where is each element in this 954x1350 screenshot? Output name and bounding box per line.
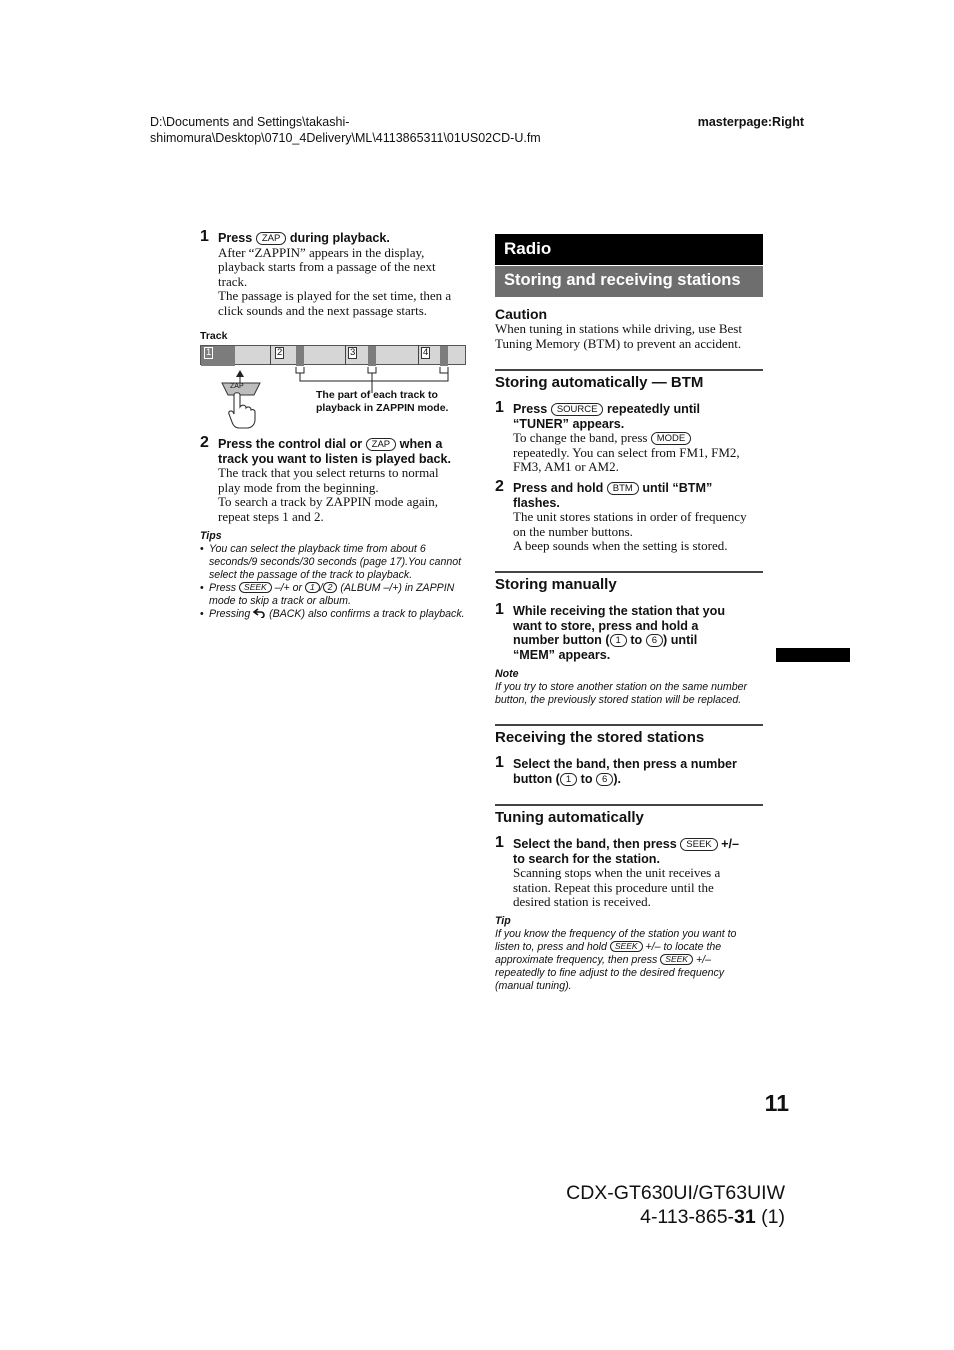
step-title-text: to search for the station. xyxy=(513,851,660,866)
step-title-text xyxy=(513,772,767,787)
section-rule xyxy=(495,369,763,371)
zap-key: ZAP xyxy=(366,438,396,451)
track-divider xyxy=(270,345,271,365)
body-line: Scanning stops when the unit receives a xyxy=(513,865,721,880)
section-rule xyxy=(495,804,763,806)
tip-item xyxy=(200,582,466,608)
step-title-text: when a xyxy=(399,437,443,451)
number-1-key: 1 xyxy=(305,582,320,593)
source-key: SOURCE xyxy=(551,403,604,416)
masterpage-label: masterpage:Right xyxy=(697,115,804,129)
title-fragment: ) until xyxy=(663,633,698,647)
track-number: 1 xyxy=(206,347,212,358)
tip-text: / xyxy=(319,582,323,594)
caption-line: The part of each track to xyxy=(316,389,438,401)
step-title xyxy=(495,757,767,786)
model-name: CDX-GT630UI/GT63UIW xyxy=(566,1182,785,1204)
manual-step-1 xyxy=(495,601,767,662)
tip-item xyxy=(200,608,466,621)
tips-list xyxy=(200,543,466,621)
diagram-caption xyxy=(316,389,448,414)
step-body xyxy=(513,510,767,554)
part-number xyxy=(566,1205,785,1229)
step-title-text: want to store, press and hold a xyxy=(513,618,699,633)
step-title xyxy=(513,837,767,866)
step-number: 2 xyxy=(200,434,209,451)
side-index-tab xyxy=(776,648,850,662)
title-fragment: ). xyxy=(613,771,622,786)
file-path-line2: shimomura\Desktop\0710_4Delivery\ML\4113865311\01US02CD-U.fm xyxy=(150,131,541,145)
step-title-text: track you want to listen is played back. xyxy=(218,451,452,466)
title-fragment: number button ( xyxy=(513,633,610,647)
manual-heading: Storing manually xyxy=(495,576,617,593)
body-line: When tuning in stations while driving, use Best xyxy=(495,321,742,336)
body-line: playback starts from a passage of the next xyxy=(218,259,436,275)
title-fragment: button ( xyxy=(513,771,560,786)
caption-line: playback in ZAPPIN mode. xyxy=(316,401,449,414)
number-2-key: 2 xyxy=(323,582,338,593)
tuning-step-1 xyxy=(495,834,767,910)
body-line: track. xyxy=(218,273,248,289)
body-line: on the number buttons. xyxy=(513,523,633,539)
title-fragment: to xyxy=(630,633,643,647)
tip-text: Press xyxy=(209,582,237,594)
zappin-diagram xyxy=(200,330,466,430)
tip-text: If you know the frequency of the station you want to listen to, press and hold xyxy=(495,928,737,953)
zap-segment xyxy=(296,346,304,366)
body-line: desired station is received. xyxy=(513,894,651,910)
body-line: To search a track by ZAPPIN mode again, xyxy=(218,494,439,510)
mode-key: MODE xyxy=(651,432,692,445)
section-title: Radio xyxy=(504,239,552,258)
body-line: After “ZAPPIN” appears in the display, xyxy=(218,244,425,260)
body-line: Tuning Memory (BTM) to prevent an accident. xyxy=(495,335,742,351)
seek-key: SEEK xyxy=(610,941,643,952)
tip-text: Pressing xyxy=(209,608,251,620)
step-title-text: Press xyxy=(218,231,253,245)
seek-key: SEEK xyxy=(680,838,717,851)
step-title-text: Select the band, then press a number xyxy=(513,757,737,771)
tip-text: +/– repeatedly to fine adjust to the desired frequency (manual tuning). xyxy=(495,954,725,992)
title-fragment: to xyxy=(580,771,593,786)
step-title-text: Press the control dial or xyxy=(218,437,363,451)
seek-key: SEEK xyxy=(239,582,272,593)
seek-key: SEEK xyxy=(660,954,693,965)
body-text: To change the band, press xyxy=(513,430,648,445)
btm-step-2 xyxy=(495,478,767,554)
body-line: click sounds and the next passage starts. xyxy=(218,302,428,318)
tips-block xyxy=(200,530,466,621)
left-step-2 xyxy=(200,434,472,524)
tip-text: –/+ or xyxy=(274,582,303,594)
caution-block xyxy=(495,306,765,351)
body-line xyxy=(513,431,767,446)
step-title-text: until “BTM” xyxy=(642,481,713,495)
zap-button-label: ZAP xyxy=(230,383,244,390)
step-title-text: Select the band, then press xyxy=(513,837,677,851)
step-title-text xyxy=(513,633,767,648)
step-title-text: Press xyxy=(513,402,548,416)
body-line: station. Repeat this procedure until the xyxy=(513,879,714,895)
step-body xyxy=(218,246,470,319)
zap-segment xyxy=(440,346,448,366)
body-line: The track that you select returns to normal xyxy=(218,465,439,480)
tip-text: (ALBUM –/+) in ZAPPIN mode to skip a track or album. xyxy=(209,582,455,607)
body-line: repeat steps 1 and 2. xyxy=(218,508,324,524)
step-title xyxy=(513,481,767,510)
step-title-text: repeatedly until xyxy=(606,402,701,416)
step-body xyxy=(513,431,767,475)
note-heading: Note xyxy=(495,668,519,680)
note-block xyxy=(495,668,765,707)
step-title-text: “TUNER” appears. xyxy=(513,416,625,431)
file-path xyxy=(150,114,541,146)
step-title-text: “MEM” appears. xyxy=(513,647,611,662)
body-line: repeatedly. You can select from FM1, FM2, xyxy=(513,444,740,460)
section-title-bar xyxy=(495,234,763,265)
step-number: 1 xyxy=(495,399,504,416)
body-line: The unit stores stations in order of frequency xyxy=(513,509,747,524)
part-number-prefix: 4-113-865- xyxy=(640,1206,735,1228)
receive-heading: Receiving the stored stations xyxy=(495,729,705,746)
section-subtitle-bar xyxy=(495,266,763,297)
tip-heading: Tip xyxy=(495,915,511,927)
step-title xyxy=(495,604,767,662)
track-number: 4 xyxy=(423,347,429,358)
body-line: play mode from the beginning. xyxy=(218,479,379,495)
part-number-suffix: (1) xyxy=(755,1206,785,1228)
tip-body xyxy=(495,928,763,993)
step-title-text: during playback. xyxy=(289,231,390,245)
body-line: A beep sounds when the setting is stored. xyxy=(513,538,728,554)
step-title xyxy=(218,437,472,466)
step-number: 1 xyxy=(495,601,504,618)
zap-segment xyxy=(368,346,376,366)
file-path-line1: D:\Documents and Settings\takashi- xyxy=(150,115,350,129)
track-divider xyxy=(345,345,346,365)
section-rule xyxy=(495,571,763,573)
step-number: 1 xyxy=(200,228,209,245)
left-step-1 xyxy=(200,228,470,318)
track-number: 3 xyxy=(350,347,356,358)
tip-text: (BACK) also confirms a track to playback. xyxy=(269,608,465,620)
track-label: Track xyxy=(200,330,228,342)
part-number-bold: 31 xyxy=(734,1206,756,1228)
page-number: 11 xyxy=(764,1090,789,1116)
btm-step-1 xyxy=(495,399,767,475)
number-1-key: 1 xyxy=(610,634,627,647)
step-number: 1 xyxy=(495,834,504,851)
caution-heading: Caution xyxy=(495,306,548,322)
section-rule xyxy=(495,724,763,726)
tip-text: +/– to locate the approximate frequency, then press xyxy=(495,941,722,966)
section-subtitle: Storing and receiving stations xyxy=(504,271,741,289)
step-number: 2 xyxy=(495,478,504,495)
step-title xyxy=(218,231,470,246)
step-number: 1 xyxy=(495,754,504,771)
step-title-text: +/– xyxy=(721,837,739,851)
tuning-tip-block xyxy=(495,915,763,993)
track-divider xyxy=(418,345,419,365)
btm-key: BTM xyxy=(607,482,639,495)
tuning-heading: Tuning automatically xyxy=(495,809,644,826)
number-6-key: 6 xyxy=(596,773,613,786)
step-title-text: While receiving the station that you xyxy=(513,604,726,618)
body-line: FM3, AM1 or AM2. xyxy=(513,459,619,475)
back-arrow-icon xyxy=(253,608,266,618)
step-body xyxy=(218,466,472,524)
number-6-key: 6 xyxy=(646,634,663,647)
step-body xyxy=(513,866,767,910)
step-title-text: Press and hold xyxy=(513,481,604,495)
number-1-key: 1 xyxy=(560,773,577,786)
btm-heading: Storing automatically — BTM xyxy=(495,374,704,391)
step-title-text: flashes. xyxy=(513,495,560,510)
body-line: The passage is played for the set time, then a xyxy=(218,288,452,304)
track-number: 2 xyxy=(277,347,283,358)
model-info xyxy=(566,1181,785,1229)
step-title xyxy=(513,402,767,431)
tips-heading: Tips xyxy=(200,530,222,542)
tip-item: • You can select the playback time from about 6 seconds/9 seconds/30 seconds (page 17).You cannot select the passage of the track to playback. xyxy=(200,543,466,582)
note-body: If you try to store another station on the same number button, the previously stored station will be replaced. xyxy=(495,681,748,706)
zap-key: ZAP xyxy=(256,232,286,245)
receive-step-1 xyxy=(495,754,767,786)
caution-body xyxy=(495,322,765,351)
